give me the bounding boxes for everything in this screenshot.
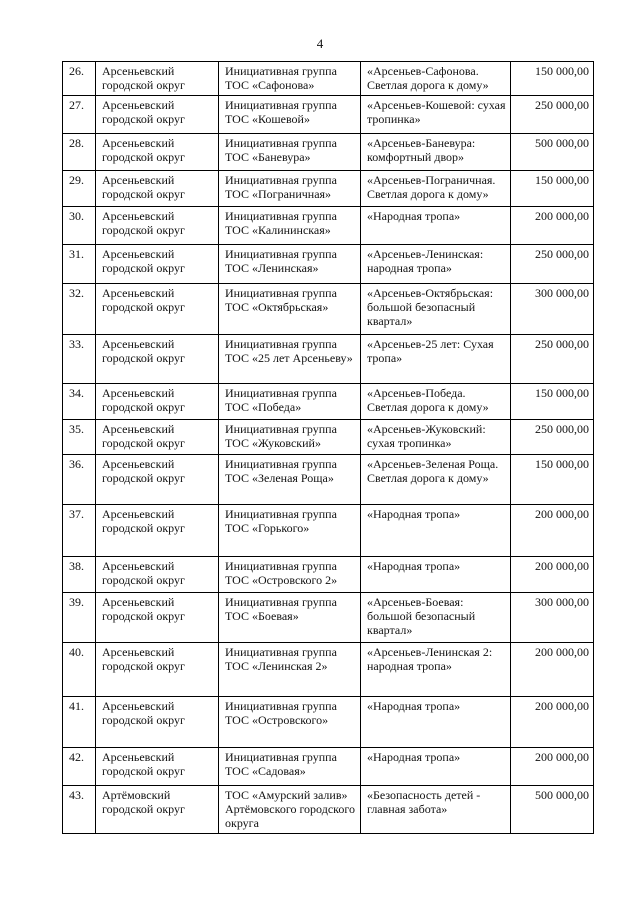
grants-table-body xyxy=(63,62,594,834)
project-cell: «Арсеньев-Кошевой: сухая тропинка» xyxy=(361,96,511,134)
project-cell: «Арсеньев-Боевая: большой безопасный квартал» xyxy=(361,593,511,643)
project-cell: «Народная тропа» xyxy=(361,505,511,557)
project-cell: «Арсеньев-Жуковский: сухая тропинка» xyxy=(361,420,511,455)
group-cell: Инициативная группа ТОС «Баневура» xyxy=(219,134,361,171)
project-cell: «Арсеньев-Пограничная. Светлая дорога к дому» xyxy=(361,171,511,207)
group-cell: Инициативная группа ТОС «Сафонова» xyxy=(219,62,361,96)
table-row xyxy=(63,505,594,557)
group-cell: Инициативная группа ТОС «Пограничная» xyxy=(219,171,361,207)
project-cell: «Арсеньев-Ленинская: народная тропа» xyxy=(361,245,511,284)
group-cell: Инициативная группа ТОС «Калининская» xyxy=(219,207,361,245)
amount-cell: 500 000,00 xyxy=(511,134,594,171)
group-cell: Инициативная группа ТОС «Зеленая Роща» xyxy=(219,455,361,505)
table-row xyxy=(63,62,594,96)
row-number: 35. xyxy=(63,420,96,455)
amount-cell: 200 000,00 xyxy=(511,643,594,697)
amount-cell: 200 000,00 xyxy=(511,697,594,748)
amount-cell: 200 000,00 xyxy=(511,207,594,245)
group-cell: Инициативная группа ТОС «Островского 2» xyxy=(219,557,361,593)
amount-cell: 300 000,00 xyxy=(511,593,594,643)
amount-cell: 150 000,00 xyxy=(511,62,594,96)
amount-cell: 150 000,00 xyxy=(511,384,594,420)
district-cell: Арсеньевский городской округ xyxy=(96,455,219,505)
project-cell: «Безопасность детей - главная забота» xyxy=(361,786,511,834)
amount-cell: 300 000,00 xyxy=(511,284,594,335)
row-number: 27. xyxy=(63,96,96,134)
table-row xyxy=(63,335,594,384)
row-number: 39. xyxy=(63,593,96,643)
amount-cell: 200 000,00 xyxy=(511,557,594,593)
group-cell: Инициативная группа ТОС «Октябрьская» xyxy=(219,284,361,335)
group-cell: Инициативная группа ТОС «Кошевой» xyxy=(219,96,361,134)
row-number: 37. xyxy=(63,505,96,557)
amount-cell: 150 000,00 xyxy=(511,171,594,207)
table-row xyxy=(63,786,594,834)
amount-cell: 200 000,00 xyxy=(511,505,594,557)
row-number: 42. xyxy=(63,748,96,786)
project-cell: «Арсеньев-Баневура: комфортный двор» xyxy=(361,134,511,171)
table-row xyxy=(63,96,594,134)
row-number: 40. xyxy=(63,643,96,697)
district-cell: Арсеньевский городской округ xyxy=(96,384,219,420)
row-number: 30. xyxy=(63,207,96,245)
group-cell: Инициативная группа ТОС «Жуковский» xyxy=(219,420,361,455)
amount-cell: 250 000,00 xyxy=(511,335,594,384)
amount-cell: 250 000,00 xyxy=(511,245,594,284)
group-cell: Инициативная группа ТОС «Ленинская» xyxy=(219,245,361,284)
project-cell: «Арсеньев-Ленинская 2: народная тропа» xyxy=(361,643,511,697)
table-row xyxy=(63,171,594,207)
district-cell: Арсеньевский городской округ xyxy=(96,284,219,335)
row-number: 26. xyxy=(63,62,96,96)
district-cell: Арсеньевский городской округ xyxy=(96,593,219,643)
amount-cell: 250 000,00 xyxy=(511,420,594,455)
district-cell: Арсеньевский городской округ xyxy=(96,96,219,134)
table-row xyxy=(63,697,594,748)
table-row xyxy=(63,384,594,420)
row-number: 29. xyxy=(63,171,96,207)
district-cell: Арсеньевский городской округ xyxy=(96,420,219,455)
table-row xyxy=(63,134,594,171)
group-cell: Инициативная группа ТОС «Горького» xyxy=(219,505,361,557)
amount-cell: 250 000,00 xyxy=(511,96,594,134)
district-cell: Арсеньевский городской округ xyxy=(96,748,219,786)
table-row xyxy=(63,593,594,643)
table-row xyxy=(63,557,594,593)
row-number: 32. xyxy=(63,284,96,335)
district-cell: Арсеньевский городской округ xyxy=(96,643,219,697)
table-row xyxy=(63,455,594,505)
group-cell: Инициативная группа ТОС «Победа» xyxy=(219,384,361,420)
table-row xyxy=(63,420,594,455)
group-cell: Инициативная группа ТОС «Островского» xyxy=(219,697,361,748)
project-cell: «Народная тропа» xyxy=(361,697,511,748)
district-cell: Арсеньевский городской округ xyxy=(96,62,219,96)
grants-table xyxy=(62,61,594,834)
table-row xyxy=(63,245,594,284)
group-cell: Инициативная группа ТОС «25 лет Арсеньеву» xyxy=(219,335,361,384)
page-number: 4 xyxy=(316,36,324,51)
district-cell: Арсеньевский городской округ xyxy=(96,134,219,171)
amount-cell: 150 000,00 xyxy=(511,455,594,505)
amount-cell: 200 000,00 xyxy=(511,748,594,786)
district-cell: Арсеньевский городской округ xyxy=(96,335,219,384)
district-cell: Арсеньевский городской округ xyxy=(96,697,219,748)
group-cell: Инициативная группа ТОС «Ленинская 2» xyxy=(219,643,361,697)
row-number: 31. xyxy=(63,245,96,284)
group-cell: Инициативная группа ТОС «Боевая» xyxy=(219,593,361,643)
district-cell: Арсеньевский городской округ xyxy=(96,207,219,245)
table-row xyxy=(63,748,594,786)
district-cell: Артёмовский городской округ xyxy=(96,786,219,834)
district-cell: Арсеньевский городской округ xyxy=(96,505,219,557)
project-cell: «Арсеньев-Октябрьская: большой безопасный квартал» xyxy=(361,284,511,335)
district-cell: Арсеньевский городской округ xyxy=(96,171,219,207)
district-cell: Арсеньевский городской округ xyxy=(96,557,219,593)
district-cell: Арсеньевский городской округ xyxy=(96,245,219,284)
table-row xyxy=(63,207,594,245)
row-number: 43. xyxy=(63,786,96,834)
row-number: 41. xyxy=(63,697,96,748)
project-cell: «Арсеньев-Сафонова. Светлая дорога к дому» xyxy=(361,62,511,96)
group-cell: ТОС «Амурский залив» Артёмовского городского округа xyxy=(219,786,361,834)
project-cell: «Народная тропа» xyxy=(361,557,511,593)
row-number: 38. xyxy=(63,557,96,593)
group-cell: Инициативная группа ТОС «Садовая» xyxy=(219,748,361,786)
project-cell: «Народная тропа» xyxy=(361,207,511,245)
amount-cell: 500 000,00 xyxy=(511,786,594,834)
row-number: 33. xyxy=(63,335,96,384)
row-number: 34. xyxy=(63,384,96,420)
row-number: 36. xyxy=(63,455,96,505)
project-cell: «Арсеньев-Победа. Светлая дорога к дому» xyxy=(361,384,511,420)
table-row xyxy=(63,643,594,697)
table-row xyxy=(63,284,594,335)
row-number: 28. xyxy=(63,134,96,171)
project-cell: «Арсеньев-Зеленая Роща. Светлая дорога к дому» xyxy=(361,455,511,505)
project-cell: «Народная тропа» xyxy=(361,748,511,786)
project-cell: «Арсеньев-25 лет: Сухая тропа» xyxy=(361,335,511,384)
